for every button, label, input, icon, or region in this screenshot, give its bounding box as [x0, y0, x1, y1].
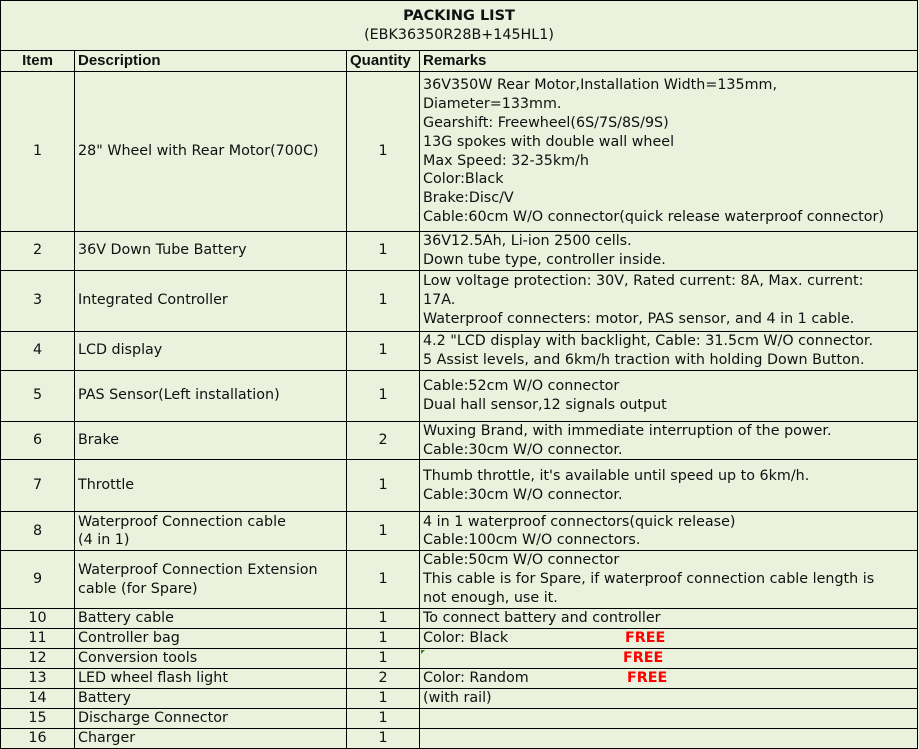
remarks-line: Cable:60cm W/O connector(quick release waterproof connector)	[423, 209, 884, 226]
remarks-line: Dual hall sensor,12 signals output	[423, 396, 667, 413]
remarks-line	[423, 649, 914, 668]
table-row	[1, 72, 918, 232]
table-row	[1, 421, 918, 460]
item-remarks	[420, 232, 918, 271]
description-line: LED wheel flash light	[78, 669, 228, 686]
item-number: 16	[1, 728, 75, 748]
remarks-line: Wuxing Brand, with immediate interruption of the power.	[423, 422, 832, 439]
remarks-line: 36V12.5Ah, Li-ion 2500 cells.	[423, 233, 632, 249]
item-number: 8	[1, 512, 75, 551]
table-row	[1, 629, 918, 649]
table-row	[1, 512, 918, 551]
item-description	[75, 512, 347, 551]
item-number: 1	[1, 72, 75, 232]
remarks-line: (with rail)	[423, 689, 492, 706]
cell-comment-marker-icon	[421, 650, 425, 654]
remarks-line: 5 Assist levels, and 6km/h traction with holding Down Button.	[423, 351, 865, 368]
remarks-line: Color: Random	[423, 669, 529, 686]
description-line: Battery	[78, 689, 131, 706]
remarks-line: not enough, use it.	[423, 590, 558, 607]
remarks-line: Color:Black	[423, 171, 504, 188]
remarks-line: Thumb throttle, it's available until speed up to 6km/h.	[423, 468, 810, 485]
item-number: 10	[1, 609, 75, 629]
item-description	[75, 648, 347, 668]
remarks-line: To connect battery and controller	[423, 610, 661, 627]
item-quantity: 2	[347, 668, 420, 688]
remarks-line	[423, 709, 914, 728]
remarks-line: Cable:52cm W/O connector	[423, 377, 620, 394]
remarks-line: Cable:30cm W/O connector.	[423, 486, 623, 503]
item-remarks	[420, 668, 918, 688]
table-row	[1, 648, 918, 668]
item-quantity: 1	[347, 708, 420, 728]
item-quantity: 1	[347, 728, 420, 748]
item-remarks	[420, 688, 918, 708]
item-quantity: 1	[347, 688, 420, 708]
header-description: Description	[75, 51, 347, 72]
item-quantity: 1	[347, 370, 420, 421]
free-label: FREE	[625, 630, 666, 647]
item-quantity: 1	[347, 331, 420, 370]
table-row	[1, 668, 918, 688]
description-line: Charger	[78, 729, 136, 746]
item-remarks	[420, 728, 918, 748]
item-remarks	[420, 648, 918, 668]
item-quantity: 1	[347, 232, 420, 271]
description-line: LCD display	[78, 342, 163, 359]
item-number: 7	[1, 460, 75, 512]
item-quantity: 1	[347, 609, 420, 629]
remarks-line: Diameter=133mm.	[423, 95, 562, 112]
description-line: Conversion tools	[78, 649, 198, 666]
description-line: Throttle	[78, 477, 135, 494]
item-description	[75, 551, 347, 609]
item-description	[75, 370, 347, 421]
remarks-line: Cable:30cm W/O connector.	[423, 441, 623, 458]
page-title: PACKING LIST	[403, 8, 515, 24]
table-row	[1, 370, 918, 421]
table-body	[1, 1, 918, 749]
table-row	[1, 609, 918, 629]
item-remarks	[420, 512, 918, 551]
header-quantity: Quantity	[347, 51, 420, 72]
remarks-line: Gearshift: Freewheel(6S/7S/8S/9S)	[423, 114, 669, 131]
remarks-line: Cable:50cm W/O connector	[423, 552, 620, 569]
item-quantity: 1	[347, 460, 420, 512]
title-row	[1, 1, 918, 51]
description-line: 28" Wheel with Rear Motor(700C)	[78, 143, 319, 160]
remarks-line: 4.2 "LCD display with backlight, Cable: 31.5cm W/O connector.	[423, 332, 874, 349]
free-label: FREE	[627, 669, 668, 686]
item-remarks	[420, 370, 918, 421]
table-row	[1, 728, 918, 748]
remarks-line: Down tube type, controller inside.	[423, 251, 666, 268]
remarks-line: Color: Black	[423, 630, 509, 647]
item-number: 9	[1, 551, 75, 609]
item-description	[75, 72, 347, 232]
item-remarks	[420, 551, 918, 609]
item-number: 13	[1, 668, 75, 688]
table-row	[1, 460, 918, 512]
description-line: Brake	[78, 432, 120, 449]
description-line: Integrated Controller	[78, 292, 228, 309]
description-line: Controller bag	[78, 630, 180, 647]
item-description	[75, 668, 347, 688]
item-quantity: 1	[347, 551, 420, 609]
description-line: (4 in 1)	[78, 532, 130, 549]
item-quantity: 1	[347, 512, 420, 551]
remarks-line: Cable:100cm W/O connectors.	[423, 532, 641, 549]
item-remarks	[420, 708, 918, 728]
free-label: FREE	[623, 649, 664, 666]
item-number: 14	[1, 688, 75, 708]
description-line: Waterproof Connection Extension	[78, 561, 318, 578]
item-remarks	[420, 270, 918, 331]
item-remarks	[420, 460, 918, 512]
item-number: 2	[1, 232, 75, 271]
description-line: Waterproof Connection cable	[78, 513, 286, 530]
item-description	[75, 688, 347, 708]
remarks-line: Brake:Disc/V	[423, 190, 514, 207]
item-description	[75, 609, 347, 629]
remarks-line: 4 in 1 waterproof connectors(quick release)	[423, 513, 736, 530]
item-number: 12	[1, 648, 75, 668]
item-description	[75, 331, 347, 370]
description-line: cable (for Spare)	[78, 580, 198, 597]
item-remarks	[420, 609, 918, 629]
remarks-line: This cable is for Spare, if waterproof connection cable length is	[423, 571, 875, 588]
remarks-line: 17A.	[423, 292, 456, 309]
item-quantity: 2	[347, 421, 420, 460]
item-quantity: 1	[347, 72, 420, 232]
table-row	[1, 232, 918, 271]
table-row	[1, 331, 918, 370]
item-description	[75, 232, 347, 271]
item-number: 15	[1, 708, 75, 728]
table-row	[1, 551, 918, 609]
item-number: 3	[1, 270, 75, 331]
header-item: Item	[1, 51, 75, 72]
item-description	[75, 629, 347, 649]
description-line: 36V Down Tube Battery	[78, 242, 247, 259]
item-remarks	[420, 421, 918, 460]
item-number: 4	[1, 331, 75, 370]
item-number: 5	[1, 370, 75, 421]
remarks-line: Low voltage protection: 30V, Rated current: 8A, Max. current:	[423, 273, 864, 290]
item-description	[75, 708, 347, 728]
remarks-line: Waterproof connecters: motor, PAS sensor, and 4 in 1 cable.	[423, 311, 855, 328]
item-description	[75, 421, 347, 460]
item-number: 11	[1, 629, 75, 649]
table-row	[1, 708, 918, 728]
item-remarks	[420, 331, 918, 370]
item-quantity: 1	[347, 648, 420, 668]
remarks-line: 13G spokes with double wall wheel	[423, 133, 675, 150]
header-row	[1, 51, 918, 72]
remarks-line: 36V350W Rear Motor,Installation Width=135mm,	[423, 76, 778, 93]
page-subtitle: (EBK36350R28B+145HL1)	[364, 27, 554, 43]
table-row	[1, 688, 918, 708]
header-remarks: Remarks	[420, 51, 918, 72]
item-description	[75, 460, 347, 512]
remarks-line: Max Speed: 32-35km/h	[423, 152, 589, 169]
title-cell	[1, 1, 918, 51]
description-line: PAS Sensor(Left installation)	[78, 387, 280, 404]
description-line: Battery cable	[78, 610, 174, 627]
table-row	[1, 270, 918, 331]
item-remarks	[420, 629, 918, 649]
item-number: 6	[1, 421, 75, 460]
item-description	[75, 270, 347, 331]
description-line: Discharge Connector	[78, 709, 228, 726]
item-remarks	[420, 72, 918, 232]
item-quantity: 1	[347, 270, 420, 331]
item-quantity: 1	[347, 629, 420, 649]
item-description	[75, 728, 347, 748]
